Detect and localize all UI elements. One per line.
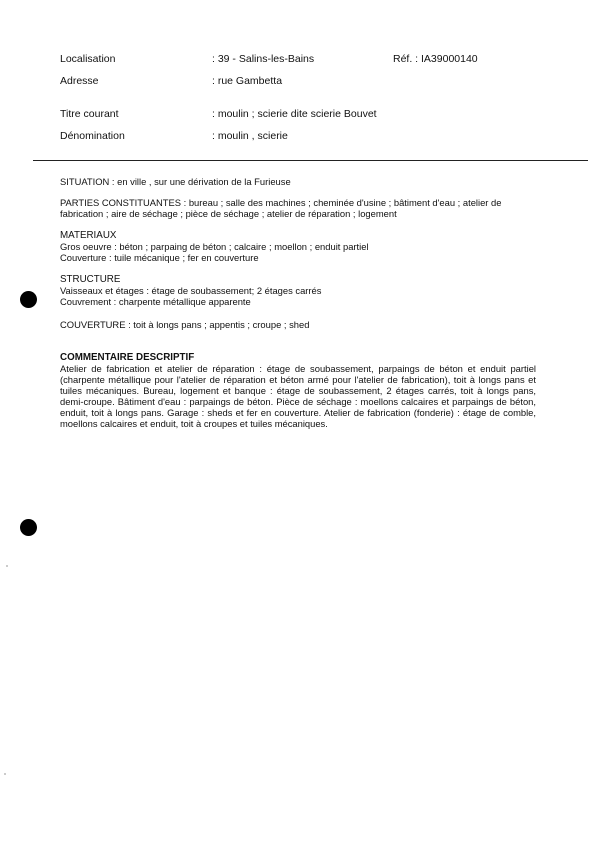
titre-courant-value: : moulin ; scierie dite scierie Bouvet — [212, 108, 377, 120]
localisation-label: Localisation — [60, 53, 116, 65]
commentaire-text: Atelier de fabrication et atelier de réparation : étage de soubassement, parpaings de béton et enduit partiel (charpente métallique pour l'atelier de réparation et béton armé pour l'atelier de fabrication), toit à longs pans et tuiles mécaniques. Bureau, logement et banque : étage de soubassement, 2 étages carrés, toit à longs pans, demi-croupe. Bâtiment d'eau : parpaings de béton. Pièce de séchage : moellons calcaires et parpaings de béton, enduit, toit à longs pans. Garage : sheds et fer en couverture. Atelier de fabrication (fonderie) : étage de comble, moellons calcaires et enduit, toit à croupes et tuiles mécaniques. — [60, 363, 536, 429]
scan-speck — [6, 565, 8, 567]
structure-couvrement: Couvrement : charpente métallique apparente — [60, 296, 251, 307]
parties-text: PARTIES CONSTITUANTES : bureau ; salle des machines ; cheminée d'usine ; bâtiment d'eau ; atelier de fabrication ; aire de séchage ; pièce de séchage ; atelier de réparation ; logement — [60, 197, 502, 219]
commentaire-section — [60, 352, 536, 429]
commentaire-heading: COMMENTAIRE DESCRIPTIF — [60, 352, 195, 363]
couverture-section — [60, 319, 536, 330]
denomination-label: Dénomination — [60, 130, 125, 142]
materiaux-heading: MATERIAUX — [60, 230, 117, 241]
localisation-value: : 39 - Salins-les-Bains — [212, 53, 315, 65]
materiaux-gros-oeuvre: Gros oeuvre : béton ; parpaing de béton ; calcaire ; moellon ; enduit partiel — [60, 241, 369, 252]
materiaux-couverture: Couverture : tuile mécanique ; fer en couverture — [60, 252, 259, 263]
titre-courant-label: Titre courant — [60, 108, 119, 120]
structure-vaisseaux: Vaisseaux et étages : étage de soubassement; 2 étages carrés — [60, 285, 322, 296]
materiaux-section — [60, 230, 536, 263]
adresse-label: Adresse — [60, 75, 99, 87]
denomination-value: : moulin , scierie — [212, 130, 288, 142]
structure-section — [60, 274, 536, 307]
structure-heading: STRUCTURE — [60, 274, 121, 285]
binder-hole-upper — [20, 291, 37, 308]
parties-section — [60, 197, 536, 219]
binder-hole-lower — [20, 519, 37, 536]
adresse-value: : rue Gambetta — [212, 75, 283, 87]
couverture-text: COUVERTURE : toit à longs pans ; appentis ; croupe ; shed — [60, 319, 310, 330]
situation-section — [60, 176, 536, 187]
scan-speck — [4, 773, 6, 775]
reference-number: Réf. : IA39000140 — [393, 53, 478, 65]
situation-text: SITUATION : en ville , sur une dérivation de la Furieuse — [60, 176, 291, 187]
header-divider — [33, 160, 588, 161]
